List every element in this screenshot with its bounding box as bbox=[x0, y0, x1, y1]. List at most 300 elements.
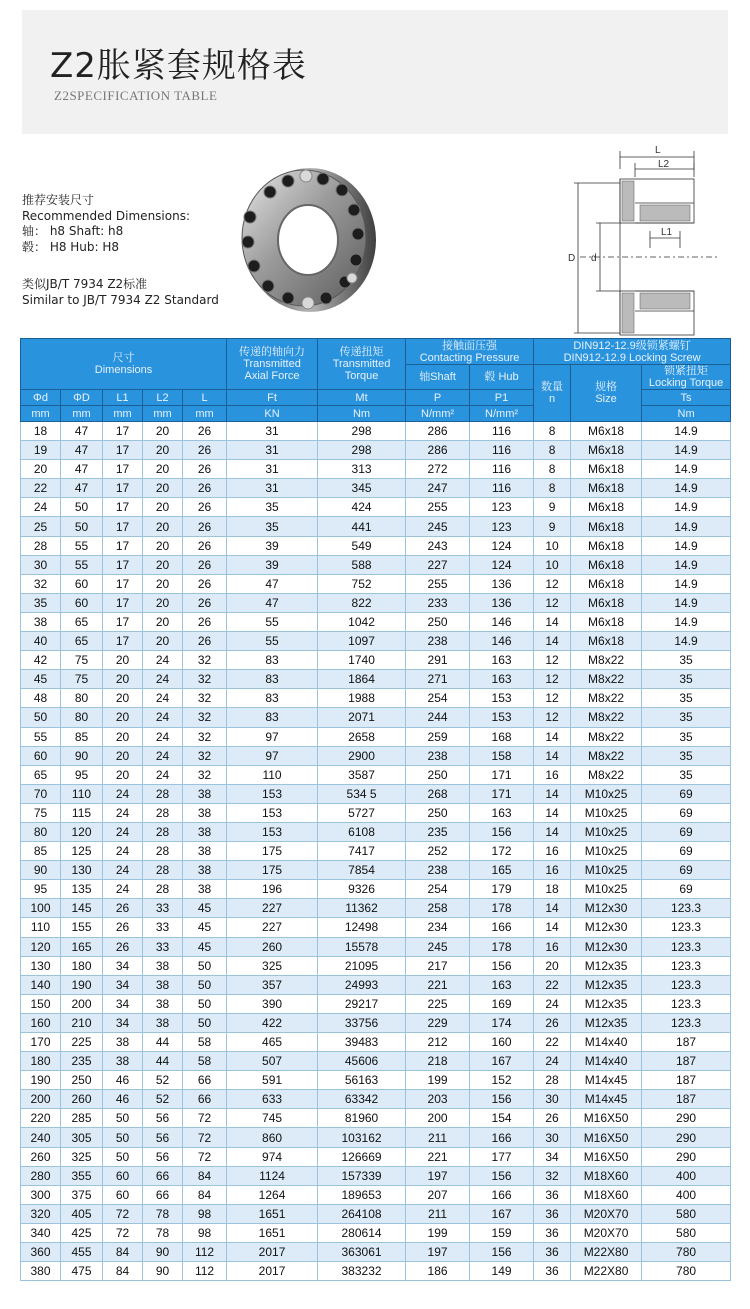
cell-L1: 50 bbox=[103, 1109, 143, 1128]
cell-L: 98 bbox=[183, 1223, 227, 1242]
cell-Ft: 83 bbox=[227, 670, 318, 689]
header-shaft: 轴Shaft bbox=[406, 365, 470, 390]
cell-D: 145 bbox=[61, 899, 103, 918]
cell-d: 65 bbox=[21, 765, 61, 784]
table-row bbox=[21, 479, 731, 498]
cell-d: 160 bbox=[21, 1013, 61, 1032]
cell-Ts: 123.3 bbox=[642, 994, 731, 1013]
cell-D: 135 bbox=[61, 880, 103, 899]
cell-n: 36 bbox=[534, 1204, 571, 1223]
cell-P1: 177 bbox=[470, 1147, 534, 1166]
cell-L2: 78 bbox=[143, 1223, 183, 1242]
cell-L1: 17 bbox=[103, 422, 143, 441]
cell-d: 25 bbox=[21, 517, 61, 536]
cell-L1: 60 bbox=[103, 1185, 143, 1204]
cell-d: 20 bbox=[21, 460, 61, 479]
cell-L: 72 bbox=[183, 1109, 227, 1128]
cell-L2: 20 bbox=[143, 441, 183, 460]
cell-Ft: 325 bbox=[227, 956, 318, 975]
cell-Ts: 14.9 bbox=[642, 536, 731, 555]
cell-Mt: 1988 bbox=[318, 689, 406, 708]
header-hub: 毂 Hub bbox=[470, 365, 534, 390]
cell-P1: 156 bbox=[470, 1243, 534, 1262]
cell-n: 36 bbox=[534, 1223, 571, 1242]
unit-Ts: Nm bbox=[642, 406, 731, 422]
cell-L1: 17 bbox=[103, 460, 143, 479]
cell-L2: 20 bbox=[143, 422, 183, 441]
cell-d: 70 bbox=[21, 784, 61, 803]
header-dimensions: 尺寸 Dimensions bbox=[21, 339, 227, 390]
cell-Ft: 860 bbox=[227, 1128, 318, 1147]
table-row bbox=[21, 612, 731, 631]
cell-L1: 17 bbox=[103, 441, 143, 460]
cell-Ts: 290 bbox=[642, 1109, 731, 1128]
dim-label-D: D bbox=[568, 253, 576, 264]
sym-L2: L2 bbox=[143, 390, 183, 406]
cell-P: 259 bbox=[406, 727, 470, 746]
unit-L1: mm bbox=[103, 406, 143, 422]
cell-Mt: 103162 bbox=[318, 1128, 406, 1147]
cell-Ts: 123.3 bbox=[642, 918, 731, 937]
cell-P1: 149 bbox=[470, 1262, 534, 1281]
cell-Ft: 55 bbox=[227, 612, 318, 631]
cell-P: 252 bbox=[406, 842, 470, 861]
cell-Mt: 549 bbox=[318, 536, 406, 555]
cell-d: 260 bbox=[21, 1147, 61, 1166]
cell-size: M6x18 bbox=[571, 632, 642, 651]
cell-P: 200 bbox=[406, 1109, 470, 1128]
cell-P: 235 bbox=[406, 822, 470, 841]
cell-Mt: 7417 bbox=[318, 842, 406, 861]
cell-Ft: 390 bbox=[227, 994, 318, 1013]
cell-size: M6x18 bbox=[571, 612, 642, 631]
sym-Mt: Mt bbox=[318, 390, 406, 406]
cell-n: 14 bbox=[534, 803, 571, 822]
cell-L: 26 bbox=[183, 479, 227, 498]
cell-size: M8x22 bbox=[571, 765, 642, 784]
cell-L2: 24 bbox=[143, 746, 183, 765]
cell-P: 212 bbox=[406, 1033, 470, 1052]
cell-P: 217 bbox=[406, 956, 470, 975]
cell-Ft: 83 bbox=[227, 689, 318, 708]
cell-Ts: 14.9 bbox=[642, 422, 731, 441]
cell-Ft: 1651 bbox=[227, 1204, 318, 1223]
cell-Ft: 357 bbox=[227, 975, 318, 994]
cell-L2: 20 bbox=[143, 612, 183, 631]
cell-P: 234 bbox=[406, 918, 470, 937]
cell-n: 14 bbox=[534, 899, 571, 918]
cell-n: 8 bbox=[534, 460, 571, 479]
cell-L1: 17 bbox=[103, 612, 143, 631]
cell-P1: 165 bbox=[470, 861, 534, 880]
cell-d: 360 bbox=[21, 1243, 61, 1262]
cell-n: 14 bbox=[534, 632, 571, 651]
cell-size: M12x30 bbox=[571, 937, 642, 956]
cell-Mt: 345 bbox=[318, 479, 406, 498]
cell-L: 50 bbox=[183, 1013, 227, 1032]
table-row bbox=[21, 1243, 731, 1262]
cell-L: 45 bbox=[183, 937, 227, 956]
recommended-title-cn: 推荐安装尺寸 bbox=[22, 193, 95, 207]
cell-Ts: 290 bbox=[642, 1147, 731, 1166]
cell-P1: 116 bbox=[470, 479, 534, 498]
cell-Ts: 69 bbox=[642, 861, 731, 880]
cell-Ts: 187 bbox=[642, 1090, 731, 1109]
table-row bbox=[21, 1185, 731, 1204]
cell-D: 325 bbox=[61, 1147, 103, 1166]
cell-P: 243 bbox=[406, 536, 470, 555]
cell-Ts: 14.9 bbox=[642, 555, 731, 574]
cell-n: 24 bbox=[534, 1052, 571, 1071]
table-row bbox=[21, 441, 731, 460]
cell-size: M12x35 bbox=[571, 975, 642, 994]
cell-D: 80 bbox=[61, 689, 103, 708]
cell-Mt: 1097 bbox=[318, 632, 406, 651]
cell-Mt: 12498 bbox=[318, 918, 406, 937]
cell-Ft: 39 bbox=[227, 536, 318, 555]
cell-d: 90 bbox=[21, 861, 61, 880]
cell-P: 186 bbox=[406, 1262, 470, 1281]
cell-size: M20X70 bbox=[571, 1223, 642, 1242]
cell-n: 8 bbox=[534, 479, 571, 498]
title-band bbox=[22, 10, 728, 134]
cell-Mt: 588 bbox=[318, 555, 406, 574]
cell-d: 140 bbox=[21, 975, 61, 994]
cell-L1: 17 bbox=[103, 593, 143, 612]
cell-L1: 34 bbox=[103, 1013, 143, 1032]
cell-Ts: 14.9 bbox=[642, 612, 731, 631]
cell-size: M6x18 bbox=[571, 593, 642, 612]
table-row bbox=[21, 803, 731, 822]
cell-L1: 24 bbox=[103, 822, 143, 841]
cell-Ts: 35 bbox=[642, 708, 731, 727]
cell-L: 38 bbox=[183, 842, 227, 861]
cell-D: 47 bbox=[61, 422, 103, 441]
cell-Ft: 83 bbox=[227, 651, 318, 670]
cell-P1: 116 bbox=[470, 422, 534, 441]
cell-size: M14x40 bbox=[571, 1033, 642, 1052]
cell-Mt: 383232 bbox=[318, 1262, 406, 1281]
cell-D: 475 bbox=[61, 1262, 103, 1281]
cell-P: 221 bbox=[406, 1147, 470, 1166]
cell-d: 32 bbox=[21, 574, 61, 593]
cell-n: 36 bbox=[534, 1262, 571, 1281]
cell-size: M14x40 bbox=[571, 1052, 642, 1071]
cell-n: 26 bbox=[534, 1109, 571, 1128]
cell-size: M6x18 bbox=[571, 555, 642, 574]
cell-D: 80 bbox=[61, 708, 103, 727]
cell-Ft: 47 bbox=[227, 574, 318, 593]
cell-L2: 38 bbox=[143, 994, 183, 1013]
table-row bbox=[21, 746, 731, 765]
cell-L: 50 bbox=[183, 975, 227, 994]
cell-D: 65 bbox=[61, 632, 103, 651]
cell-P: 291 bbox=[406, 651, 470, 670]
cell-P: 199 bbox=[406, 1223, 470, 1242]
cell-Ts: 69 bbox=[642, 880, 731, 899]
cell-d: 180 bbox=[21, 1052, 61, 1071]
table-row bbox=[21, 1223, 731, 1242]
cell-P: 271 bbox=[406, 670, 470, 689]
cell-size: M10x25 bbox=[571, 880, 642, 899]
cell-Ts: 400 bbox=[642, 1166, 731, 1185]
cell-P: 203 bbox=[406, 1090, 470, 1109]
cell-P1: 124 bbox=[470, 536, 534, 555]
cell-d: 280 bbox=[21, 1166, 61, 1185]
cell-L1: 38 bbox=[103, 1033, 143, 1052]
cell-P1: 167 bbox=[470, 1052, 534, 1071]
table-row bbox=[21, 460, 731, 479]
cell-P1: 178 bbox=[470, 899, 534, 918]
cell-size: M8x22 bbox=[571, 727, 642, 746]
cell-L: 84 bbox=[183, 1166, 227, 1185]
header-axial-force: 传递的轴向力 Transmitted Axial Force bbox=[227, 339, 318, 390]
cell-P: 272 bbox=[406, 460, 470, 479]
cell-n: 16 bbox=[534, 861, 571, 880]
cell-Ts: 35 bbox=[642, 670, 731, 689]
cell-L: 32 bbox=[183, 651, 227, 670]
cell-n: 30 bbox=[534, 1090, 571, 1109]
cell-L1: 17 bbox=[103, 498, 143, 517]
cell-Ft: 31 bbox=[227, 422, 318, 441]
cell-Mt: 15578 bbox=[318, 937, 406, 956]
cell-size: M8x22 bbox=[571, 708, 642, 727]
cell-D: 47 bbox=[61, 479, 103, 498]
unit-Ft: KN bbox=[227, 406, 318, 422]
cell-P1: 163 bbox=[470, 975, 534, 994]
cell-Ft: 507 bbox=[227, 1052, 318, 1071]
cell-Ts: 123.3 bbox=[642, 956, 731, 975]
cell-d: 40 bbox=[21, 632, 61, 651]
cell-D: 95 bbox=[61, 765, 103, 784]
cell-L2: 44 bbox=[143, 1033, 183, 1052]
cell-Ts: 780 bbox=[642, 1262, 731, 1281]
cell-Ft: 2017 bbox=[227, 1262, 318, 1281]
table-row bbox=[21, 670, 731, 689]
cell-L2: 24 bbox=[143, 727, 183, 746]
table-row bbox=[21, 918, 731, 937]
cell-Ts: 123.3 bbox=[642, 937, 731, 956]
cell-n: 14 bbox=[534, 727, 571, 746]
cell-Ts: 580 bbox=[642, 1204, 731, 1223]
table-row bbox=[21, 822, 731, 841]
cell-size: M12x35 bbox=[571, 994, 642, 1013]
sym-Ts: Ts bbox=[642, 390, 731, 406]
cell-Mt: 6108 bbox=[318, 822, 406, 841]
cell-P: 238 bbox=[406, 746, 470, 765]
cell-Ft: 196 bbox=[227, 880, 318, 899]
cell-P1: 167 bbox=[470, 1204, 534, 1223]
cell-size: M22X80 bbox=[571, 1262, 642, 1281]
cell-D: 190 bbox=[61, 975, 103, 994]
locking-assembly-photo bbox=[230, 162, 380, 322]
cell-L2: 24 bbox=[143, 765, 183, 784]
cell-D: 285 bbox=[61, 1109, 103, 1128]
cell-L1: 17 bbox=[103, 536, 143, 555]
spec-table bbox=[20, 338, 731, 1281]
recommended-title-en: Recommended Dimensions: bbox=[22, 208, 190, 223]
cell-Ft: 55 bbox=[227, 632, 318, 651]
cell-n: 30 bbox=[534, 1128, 571, 1147]
cell-Ts: 35 bbox=[642, 765, 731, 784]
cell-Mt: 313 bbox=[318, 460, 406, 479]
cell-d: 240 bbox=[21, 1128, 61, 1147]
cell-P1: 178 bbox=[470, 937, 534, 956]
cell-L1: 24 bbox=[103, 803, 143, 822]
shaft-tolerance: 轴： h8 Shaft: h8 bbox=[22, 224, 124, 238]
hub-tolerance: 毂： H8 Hub: H8 bbox=[22, 239, 120, 254]
cell-Mt: 45606 bbox=[318, 1052, 406, 1071]
cell-Mt: 21095 bbox=[318, 956, 406, 975]
cell-P: 250 bbox=[406, 765, 470, 784]
cell-P: 244 bbox=[406, 708, 470, 727]
cell-size: M6x18 bbox=[571, 479, 642, 498]
sym-P1: P1 bbox=[470, 390, 534, 406]
cell-D: 250 bbox=[61, 1071, 103, 1090]
cell-L1: 20 bbox=[103, 670, 143, 689]
table-row bbox=[21, 880, 731, 899]
cell-D: 47 bbox=[61, 441, 103, 460]
cell-P1: 116 bbox=[470, 460, 534, 479]
cell-L: 26 bbox=[183, 460, 227, 479]
cell-Ts: 14.9 bbox=[642, 632, 731, 651]
cell-size: M6x18 bbox=[571, 517, 642, 536]
cell-L: 32 bbox=[183, 765, 227, 784]
cell-P1: 172 bbox=[470, 842, 534, 861]
cell-D: 425 bbox=[61, 1223, 103, 1242]
cell-L: 26 bbox=[183, 593, 227, 612]
cell-P: 286 bbox=[406, 422, 470, 441]
cell-L1: 46 bbox=[103, 1090, 143, 1109]
table-row bbox=[21, 1052, 731, 1071]
cell-L2: 20 bbox=[143, 536, 183, 555]
cell-L2: 28 bbox=[143, 822, 183, 841]
cell-L1: 72 bbox=[103, 1223, 143, 1242]
cell-Ft: 465 bbox=[227, 1033, 318, 1052]
cell-L: 38 bbox=[183, 880, 227, 899]
cell-Ts: 187 bbox=[642, 1033, 731, 1052]
cell-size: M14x45 bbox=[571, 1071, 642, 1090]
cell-P: 286 bbox=[406, 441, 470, 460]
table-row bbox=[21, 784, 731, 803]
cell-L2: 20 bbox=[143, 479, 183, 498]
table-row bbox=[21, 1204, 731, 1223]
recommended-notes bbox=[22, 193, 219, 308]
cell-L1: 17 bbox=[103, 517, 143, 536]
cell-Ts: 580 bbox=[642, 1223, 731, 1242]
cell-L1: 24 bbox=[103, 784, 143, 803]
cell-P1: 163 bbox=[470, 651, 534, 670]
cell-P1: 156 bbox=[470, 822, 534, 841]
cell-P: 254 bbox=[406, 880, 470, 899]
cell-L2: 38 bbox=[143, 956, 183, 975]
cell-Ft: 633 bbox=[227, 1090, 318, 1109]
cell-P1: 166 bbox=[470, 918, 534, 937]
table-row bbox=[21, 689, 731, 708]
cell-Ft: 153 bbox=[227, 822, 318, 841]
table-row bbox=[21, 956, 731, 975]
table-row bbox=[21, 593, 731, 612]
cell-L2: 52 bbox=[143, 1071, 183, 1090]
cell-Ts: 69 bbox=[642, 822, 731, 841]
cell-L2: 38 bbox=[143, 975, 183, 994]
cell-L: 84 bbox=[183, 1185, 227, 1204]
cell-Ft: 1651 bbox=[227, 1223, 318, 1242]
header-contact-pressure: 接触面压强 Contacting Pressure bbox=[406, 339, 534, 365]
cell-Ft: 39 bbox=[227, 555, 318, 574]
cell-Ft: 35 bbox=[227, 498, 318, 517]
cell-P: 233 bbox=[406, 593, 470, 612]
cell-Mt: 7854 bbox=[318, 861, 406, 880]
cell-L: 72 bbox=[183, 1147, 227, 1166]
cell-d: 35 bbox=[21, 593, 61, 612]
cell-Ts: 14.9 bbox=[642, 498, 731, 517]
cell-P: 227 bbox=[406, 555, 470, 574]
cell-Mt: 11362 bbox=[318, 899, 406, 918]
cell-P1: 153 bbox=[470, 708, 534, 727]
cell-L: 50 bbox=[183, 994, 227, 1013]
cell-D: 55 bbox=[61, 555, 103, 574]
cell-d: 55 bbox=[21, 727, 61, 746]
cell-size: M16X50 bbox=[571, 1109, 642, 1128]
cell-L1: 20 bbox=[103, 651, 143, 670]
cell-P: 225 bbox=[406, 994, 470, 1013]
cell-D: 110 bbox=[61, 784, 103, 803]
cell-P1: 159 bbox=[470, 1223, 534, 1242]
cell-L1: 26 bbox=[103, 937, 143, 956]
cell-n: 24 bbox=[534, 994, 571, 1013]
cell-Mt: 81960 bbox=[318, 1109, 406, 1128]
cell-L2: 33 bbox=[143, 937, 183, 956]
cell-P1: 146 bbox=[470, 632, 534, 651]
dim-label-d: d bbox=[591, 253, 597, 264]
cell-size: M8x22 bbox=[571, 746, 642, 765]
table-row bbox=[21, 555, 731, 574]
cell-d: 190 bbox=[21, 1071, 61, 1090]
cell-L2: 24 bbox=[143, 651, 183, 670]
cell-D: 165 bbox=[61, 937, 103, 956]
cell-size: M6x18 bbox=[571, 536, 642, 555]
cell-Ft: 83 bbox=[227, 708, 318, 727]
table-row bbox=[21, 574, 731, 593]
cell-size: M8x22 bbox=[571, 689, 642, 708]
cell-D: 90 bbox=[61, 746, 103, 765]
cell-Mt: 56163 bbox=[318, 1071, 406, 1090]
cell-n: 10 bbox=[534, 555, 571, 574]
cell-Mt: 5727 bbox=[318, 803, 406, 822]
cell-L: 58 bbox=[183, 1052, 227, 1071]
cell-L2: 66 bbox=[143, 1166, 183, 1185]
sym-D: ΦD bbox=[61, 390, 103, 406]
cell-P1: 174 bbox=[470, 1013, 534, 1032]
cell-L2: 90 bbox=[143, 1243, 183, 1262]
cell-Ts: 14.9 bbox=[642, 479, 731, 498]
cell-P1: 136 bbox=[470, 574, 534, 593]
cell-P: 211 bbox=[406, 1128, 470, 1147]
cell-Ft: 175 bbox=[227, 861, 318, 880]
cell-Ts: 123.3 bbox=[642, 1013, 731, 1032]
unit-L2: mm bbox=[143, 406, 183, 422]
cell-Ft: 153 bbox=[227, 803, 318, 822]
cell-size: M8x22 bbox=[571, 670, 642, 689]
cell-L: 38 bbox=[183, 803, 227, 822]
cell-L1: 38 bbox=[103, 1052, 143, 1071]
cell-Ft: 31 bbox=[227, 441, 318, 460]
cell-L1: 72 bbox=[103, 1204, 143, 1223]
cell-L1: 20 bbox=[103, 746, 143, 765]
page-title: Z2胀紧套规格表 bbox=[50, 46, 307, 86]
cell-L2: 20 bbox=[143, 460, 183, 479]
